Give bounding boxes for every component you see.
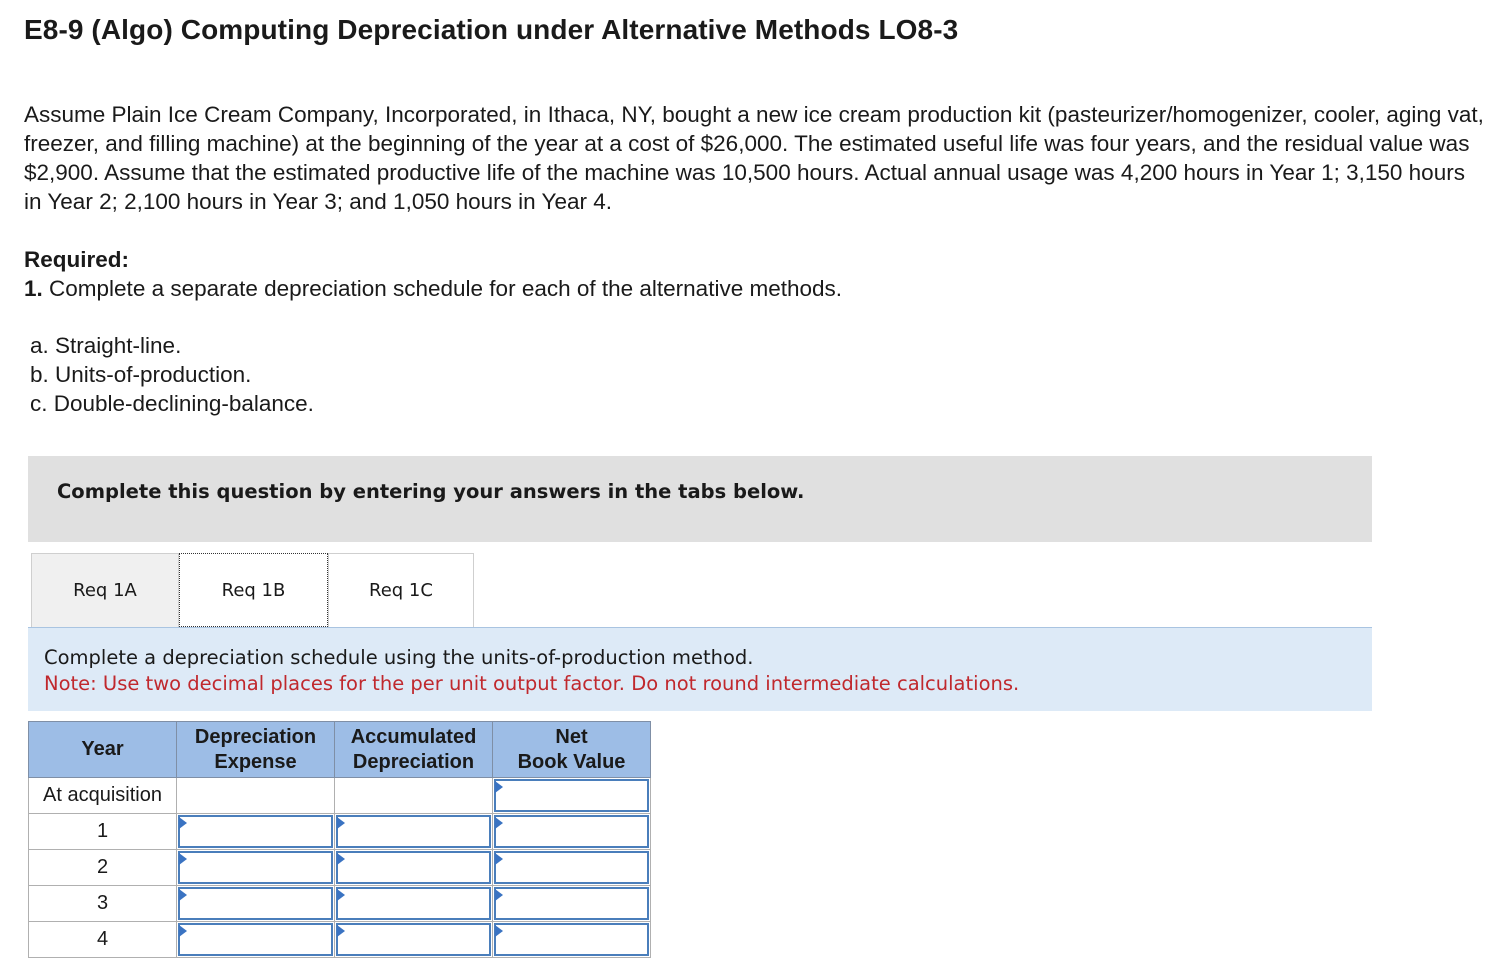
input-marker-icon xyxy=(179,889,187,901)
table-header-row xyxy=(29,722,651,778)
table-row-acquisition xyxy=(29,778,651,814)
input-marker-icon xyxy=(495,925,503,937)
accumulated-depreciation-input[interactable] xyxy=(336,851,491,884)
depreciation-expense-cell xyxy=(177,814,335,850)
instruction-note: Note: Use two decimal places for the per unit output factor. Do not round intermediate calculations. xyxy=(44,672,1020,695)
header-line: Depreciation xyxy=(352,750,475,773)
empty-cell xyxy=(177,778,335,814)
accumulated-depreciation-input[interactable] xyxy=(336,887,491,920)
required-item-number: 1. xyxy=(24,276,43,301)
method-item: c. Double-declining-balance. xyxy=(30,391,314,416)
input-marker-icon xyxy=(495,889,503,901)
header-line: Depreciation xyxy=(194,725,317,748)
accumulated-depreciation-cell xyxy=(335,922,493,958)
input-marker-icon xyxy=(495,781,503,793)
accumulated-depreciation-input[interactable] xyxy=(336,815,491,848)
instruction-text: Complete a depreciation schedule using the units-of-production method. xyxy=(44,646,754,669)
net-book-value-cell xyxy=(493,886,651,922)
depreciation-expense-cell xyxy=(177,850,335,886)
year-cell: At acquisition xyxy=(29,778,177,814)
net-book-value-input[interactable] xyxy=(494,887,649,920)
net-book-value-cell xyxy=(493,850,651,886)
net-book-value-input[interactable] xyxy=(494,815,649,848)
year-cell: 4 xyxy=(29,922,177,958)
tab-instructions xyxy=(28,627,1372,711)
table-row xyxy=(29,850,651,886)
required-item xyxy=(24,276,842,302)
empty-cell xyxy=(335,778,493,814)
method-item: a. Straight-line. xyxy=(30,333,182,358)
depreciation-expense-input[interactable] xyxy=(178,887,333,920)
depreciation-expense-cell xyxy=(177,886,335,922)
accumulated-depreciation-input[interactable] xyxy=(336,923,491,956)
required-item-text: Complete a separate depreciation schedule for each of the alternative methods. xyxy=(49,276,843,301)
depreciation-schedule-table xyxy=(28,721,651,958)
depreciation-expense-input[interactable] xyxy=(178,851,333,884)
table-row xyxy=(29,886,651,922)
header-accumulated-depreciation xyxy=(335,722,493,778)
header-line: Book Value xyxy=(517,750,626,773)
table-row xyxy=(29,814,651,850)
header-year: Year xyxy=(29,722,177,778)
header-line: Expense xyxy=(214,750,297,773)
input-marker-icon xyxy=(337,853,345,865)
method-item: b. Units-of-production. xyxy=(30,362,252,387)
header-line: Net xyxy=(555,725,588,748)
accumulated-depreciation-cell xyxy=(335,850,493,886)
net-book-value-cell xyxy=(493,814,651,850)
problem-description: Assume Plain Ice Cream Company, Incorporated, in Ithaca, NY, bought a new ice cream production kit (pasteurizer/homogenizer, cooler, aging vat, freezer, and filling machine) at the beginning of the year at a cost of $26,000. The estimated useful life was four years, and the residual value was $2,900. Assume that the estimated productive life of the machine was 10,500 hours. Actual annual usage was 4,200 hours in Year 1; 3,150 hours in Year 2; 2,100 hours in Year 3; and 1,050 hours in Year 4. xyxy=(24,102,1484,214)
accumulated-depreciation-cell xyxy=(335,886,493,922)
year-cell: 3 xyxy=(29,886,177,922)
input-marker-icon xyxy=(337,925,345,937)
tab-req-1c[interactable]: Req 1C xyxy=(328,553,474,627)
net-book-value-cell xyxy=(493,922,651,958)
depreciation-expense-input[interactable] xyxy=(178,815,333,848)
page-title: E8-9 (Algo) Computing Depreciation under Alternative Methods LO8-3 xyxy=(24,14,959,45)
input-marker-icon xyxy=(179,925,187,937)
year-cell: 2 xyxy=(29,850,177,886)
depreciation-expense-cell xyxy=(177,922,335,958)
methods-list xyxy=(30,331,314,418)
input-marker-icon xyxy=(179,853,187,865)
net-book-value-input[interactable] xyxy=(494,851,649,884)
year-cell: 1 xyxy=(29,814,177,850)
accumulated-depreciation-cell xyxy=(335,814,493,850)
required-heading: Required: xyxy=(24,247,130,272)
input-marker-icon xyxy=(495,817,503,829)
net-book-value-input[interactable] xyxy=(494,779,649,812)
tab-req-1b[interactable]: Req 1B xyxy=(179,553,328,627)
input-marker-icon xyxy=(337,889,345,901)
tab-req-1a[interactable]: Req 1A xyxy=(31,553,179,627)
banner-text: Complete this question by entering your answers in the tabs below. xyxy=(57,480,805,503)
instructions-banner xyxy=(28,456,1372,542)
input-marker-icon xyxy=(495,853,503,865)
table-row xyxy=(29,922,651,958)
depreciation-expense-input[interactable] xyxy=(178,923,333,956)
header-net-book-value xyxy=(493,722,651,778)
input-marker-icon xyxy=(337,817,345,829)
net-book-value-cell xyxy=(493,778,651,814)
header-depreciation-expense xyxy=(177,722,335,778)
header-line: Accumulated xyxy=(350,725,477,748)
input-marker-icon xyxy=(179,817,187,829)
net-book-value-input[interactable] xyxy=(494,923,649,956)
